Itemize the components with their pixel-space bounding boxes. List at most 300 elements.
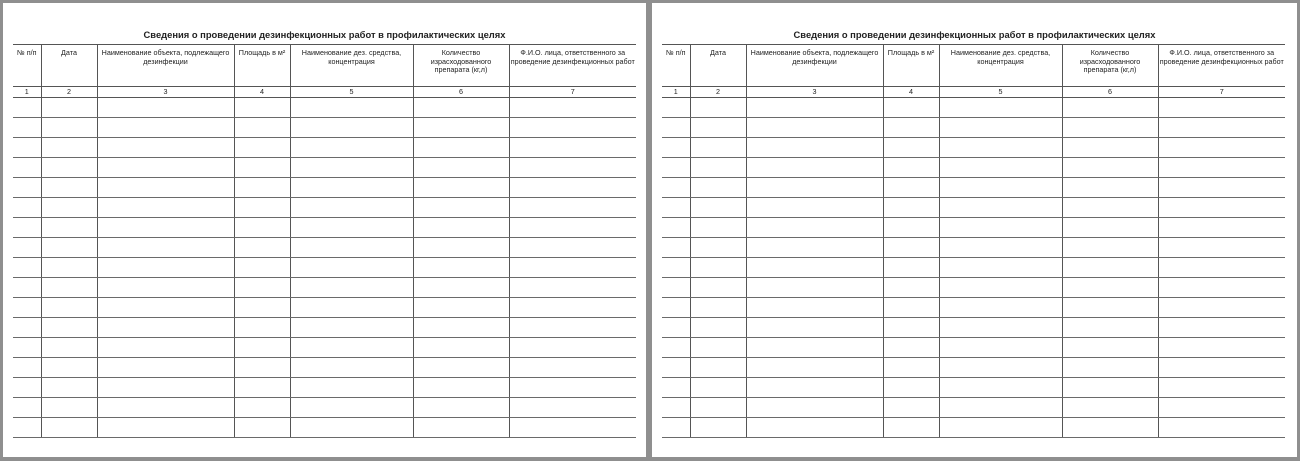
table-cell[interactable] <box>883 318 939 338</box>
table-cell[interactable] <box>883 398 939 418</box>
table-row <box>662 158 1285 178</box>
table-cell[interactable] <box>290 378 413 398</box>
table-cell[interactable] <box>662 258 690 278</box>
table-cell[interactable] <box>690 378 746 398</box>
table-row <box>13 338 636 358</box>
column-header: № п/п <box>13 45 41 87</box>
table-cell[interactable] <box>41 218 97 238</box>
table-cell[interactable] <box>290 198 413 218</box>
disinfection-table <box>13 44 636 438</box>
table-cell[interactable] <box>883 118 939 138</box>
table-cell[interactable] <box>41 318 97 338</box>
table-cell[interactable] <box>234 278 290 298</box>
table-cell[interactable] <box>1062 338 1158 358</box>
column-number: 4 <box>883 87 939 98</box>
table-cell[interactable] <box>1158 178 1285 198</box>
table-cell[interactable] <box>13 338 41 358</box>
table-cell[interactable] <box>13 278 41 298</box>
table-cell[interactable] <box>290 178 413 198</box>
table-cell[interactable] <box>1062 218 1158 238</box>
table-cell[interactable] <box>41 378 97 398</box>
column-header: № п/п <box>662 45 690 87</box>
table-cell[interactable] <box>1062 238 1158 258</box>
journal-page-left <box>3 3 646 457</box>
table-cell[interactable] <box>1062 378 1158 398</box>
table-cell[interactable] <box>97 298 234 318</box>
table-cell[interactable] <box>1062 398 1158 418</box>
table-cell[interactable] <box>939 118 1062 138</box>
table-cell[interactable] <box>1062 298 1158 318</box>
column-number: 5 <box>290 87 413 98</box>
table-row <box>13 358 636 378</box>
table-cell[interactable] <box>234 418 290 438</box>
table-cell[interactable] <box>97 98 234 118</box>
table-cell[interactable] <box>413 278 509 298</box>
table-cell[interactable] <box>13 298 41 318</box>
table-cell[interactable] <box>746 198 883 218</box>
table-cell[interactable] <box>1158 158 1285 178</box>
table-cell[interactable] <box>413 218 509 238</box>
table-cell[interactable] <box>413 258 509 278</box>
table-cell[interactable] <box>883 358 939 378</box>
table-cell[interactable] <box>509 218 636 238</box>
table-cell[interactable] <box>883 378 939 398</box>
table-cell[interactable] <box>413 318 509 338</box>
table-cell[interactable] <box>13 358 41 378</box>
table-cell[interactable] <box>1062 98 1158 118</box>
table-cell[interactable] <box>290 298 413 318</box>
table-cell[interactable] <box>662 398 690 418</box>
table-cell[interactable] <box>1062 258 1158 278</box>
table-cell[interactable] <box>509 178 636 198</box>
table-cell[interactable] <box>234 398 290 418</box>
table-cell[interactable] <box>690 418 746 438</box>
table-cell[interactable] <box>746 318 883 338</box>
table-row <box>662 98 1285 118</box>
table-cell[interactable] <box>1158 398 1285 418</box>
table-cell[interactable] <box>1158 118 1285 138</box>
table-cell[interactable] <box>939 238 1062 258</box>
table-cell[interactable] <box>509 358 636 378</box>
table-cell[interactable] <box>413 398 509 418</box>
column-number: 3 <box>746 87 883 98</box>
table-cell[interactable] <box>234 118 290 138</box>
column-number: 2 <box>690 87 746 98</box>
column-header: Наименование объекта, подлежащего дезинфекции <box>746 45 883 87</box>
table-cell[interactable] <box>662 298 690 318</box>
table-cell[interactable] <box>97 258 234 278</box>
table-cell[interactable] <box>690 238 746 258</box>
table-row <box>13 178 636 198</box>
table-cell[interactable] <box>883 418 939 438</box>
table-cell[interactable] <box>662 358 690 378</box>
table-cell[interactable] <box>13 318 41 338</box>
page-title: Сведения о проведении дезинфекционных работ в профилактических целях <box>793 29 1156 40</box>
table-cell[interactable] <box>41 98 97 118</box>
table-cell[interactable] <box>97 418 234 438</box>
header-row <box>13 45 636 87</box>
table-cell[interactable] <box>1062 278 1158 298</box>
table-cell[interactable] <box>1158 238 1285 258</box>
column-header: Ф.И.О. лица, ответственного за проведение дезинфекционных работ <box>509 45 636 87</box>
table-cell[interactable] <box>509 238 636 258</box>
table-cell[interactable] <box>41 338 97 358</box>
table-cell[interactable] <box>234 318 290 338</box>
table-cell[interactable] <box>690 278 746 298</box>
table-row <box>13 298 636 318</box>
table-row <box>662 118 1285 138</box>
table-cell[interactable] <box>413 358 509 378</box>
table-cell[interactable] <box>509 138 636 158</box>
table-cell[interactable] <box>746 378 883 398</box>
table-cell[interactable] <box>41 278 97 298</box>
table-cell[interactable] <box>939 298 1062 318</box>
table-cell[interactable] <box>234 218 290 238</box>
table-cell[interactable] <box>746 238 883 258</box>
table-cell[interactable] <box>662 338 690 358</box>
table-cell[interactable] <box>290 278 413 298</box>
table-cell[interactable] <box>1062 118 1158 138</box>
table-row <box>662 318 1285 338</box>
table-cell[interactable] <box>509 418 636 438</box>
table-cell[interactable] <box>413 418 509 438</box>
table-cell[interactable] <box>509 258 636 278</box>
table-cell[interactable] <box>97 118 234 138</box>
table-row <box>662 338 1285 358</box>
column-header: Наименование объекта, подлежащего дезинфекции <box>97 45 234 87</box>
table-cell[interactable] <box>746 178 883 198</box>
table-cell[interactable] <box>41 178 97 198</box>
table-cell[interactable] <box>939 398 1062 418</box>
table-row <box>662 398 1285 418</box>
table-cell[interactable] <box>413 178 509 198</box>
table-cell[interactable] <box>662 178 690 198</box>
table-cell[interactable] <box>690 98 746 118</box>
page-title: Сведения о проведении дезинфекционных работ в профилактических целях <box>143 29 506 40</box>
table-cell[interactable] <box>97 278 234 298</box>
column-number: 6 <box>413 87 509 98</box>
table-cell[interactable] <box>690 218 746 238</box>
table-cell[interactable] <box>1062 198 1158 218</box>
column-number: 2 <box>41 87 97 98</box>
table-cell[interactable] <box>746 418 883 438</box>
table-row <box>13 318 636 338</box>
table-cell[interactable] <box>413 298 509 318</box>
table-row <box>662 418 1285 438</box>
table-cell[interactable] <box>939 318 1062 338</box>
table-row <box>662 218 1285 238</box>
table-cell[interactable] <box>939 378 1062 398</box>
table-cell[interactable] <box>1158 138 1285 158</box>
table-cell[interactable] <box>1158 258 1285 278</box>
table-cell[interactable] <box>1062 178 1158 198</box>
table-cell[interactable] <box>1158 98 1285 118</box>
table-cell[interactable] <box>13 258 41 278</box>
table-body <box>662 98 1285 438</box>
column-header: Площадь в м² <box>234 45 290 87</box>
table-cell[interactable] <box>234 138 290 158</box>
table-cell[interactable] <box>939 98 1062 118</box>
table-cell[interactable] <box>290 398 413 418</box>
column-number: 7 <box>1158 87 1285 98</box>
table-cell[interactable] <box>290 418 413 438</box>
table-cell[interactable] <box>13 198 41 218</box>
table-cell[interactable] <box>413 98 509 118</box>
table-cell[interactable] <box>509 338 636 358</box>
table-cell[interactable] <box>690 318 746 338</box>
table-cell[interactable] <box>413 158 509 178</box>
table-cell[interactable] <box>746 138 883 158</box>
table-row <box>662 198 1285 218</box>
table-cell[interactable] <box>939 418 1062 438</box>
table-cell[interactable] <box>690 178 746 198</box>
table-cell[interactable] <box>97 158 234 178</box>
table-cell[interactable] <box>883 138 939 158</box>
table-cell[interactable] <box>746 398 883 418</box>
table-row <box>13 98 636 118</box>
table-cell[interactable] <box>41 138 97 158</box>
column-header: Площадь в м² <box>883 45 939 87</box>
table-cell[interactable] <box>41 418 97 438</box>
table-cell[interactable] <box>234 358 290 378</box>
table-cell[interactable] <box>413 198 509 218</box>
table-cell[interactable] <box>690 298 746 318</box>
table-cell[interactable] <box>509 298 636 318</box>
table-row <box>13 198 636 218</box>
table-cell[interactable] <box>13 238 41 258</box>
column-number-row <box>13 87 636 98</box>
table-cell[interactable] <box>290 118 413 138</box>
table-cell[interactable] <box>41 398 97 418</box>
table-cell[interactable] <box>662 158 690 178</box>
table-cell[interactable] <box>290 358 413 378</box>
column-header: Ф.И.О. лица, ответственного за проведение дезинфекционных работ <box>1158 45 1285 87</box>
table-cell[interactable] <box>97 178 234 198</box>
table-cell[interactable] <box>290 318 413 338</box>
table-cell[interactable] <box>13 118 41 138</box>
table-cell[interactable] <box>939 258 1062 278</box>
table-cell[interactable] <box>509 98 636 118</box>
table-cell[interactable] <box>690 398 746 418</box>
table-cell[interactable] <box>290 158 413 178</box>
table-cell[interactable] <box>690 158 746 178</box>
table-cell[interactable] <box>97 138 234 158</box>
table-row <box>662 258 1285 278</box>
table-cell[interactable] <box>746 338 883 358</box>
table-cell[interactable] <box>746 118 883 138</box>
table-cell[interactable] <box>883 218 939 238</box>
table-cell[interactable] <box>41 118 97 138</box>
table-cell[interactable] <box>883 158 939 178</box>
table-cell[interactable] <box>97 198 234 218</box>
disinfection-table <box>662 44 1285 438</box>
column-number: 4 <box>234 87 290 98</box>
table-row <box>13 398 636 418</box>
table-cell[interactable] <box>1158 218 1285 238</box>
table-cell[interactable] <box>939 358 1062 378</box>
table-cell[interactable] <box>1158 278 1285 298</box>
table-cell[interactable] <box>41 198 97 218</box>
table-cell[interactable] <box>1158 378 1285 398</box>
table-cell[interactable] <box>234 198 290 218</box>
table-cell[interactable] <box>509 118 636 138</box>
table-cell[interactable] <box>290 258 413 278</box>
column-number: 5 <box>939 87 1062 98</box>
table-cell[interactable] <box>1158 338 1285 358</box>
table-cell[interactable] <box>746 98 883 118</box>
table-row <box>662 278 1285 298</box>
table-cell[interactable] <box>413 138 509 158</box>
table-row <box>662 138 1285 158</box>
table-cell[interactable] <box>883 178 939 198</box>
table-cell[interactable] <box>13 98 41 118</box>
table-cell[interactable] <box>662 198 690 218</box>
table-row <box>662 378 1285 398</box>
table-cell[interactable] <box>746 278 883 298</box>
table-cell[interactable] <box>509 198 636 218</box>
table-cell[interactable] <box>509 378 636 398</box>
table-cell[interactable] <box>413 338 509 358</box>
table-cell[interactable] <box>413 238 509 258</box>
table-cell[interactable] <box>662 278 690 298</box>
table-cell[interactable] <box>662 98 690 118</box>
table-cell[interactable] <box>662 118 690 138</box>
table-cell[interactable] <box>97 398 234 418</box>
table-cell[interactable] <box>1062 138 1158 158</box>
table-cell[interactable] <box>13 178 41 198</box>
table-cell[interactable] <box>1062 418 1158 438</box>
table-cell[interactable] <box>883 258 939 278</box>
table-cell[interactable] <box>13 158 41 178</box>
table-cell[interactable] <box>97 358 234 378</box>
table-cell[interactable] <box>234 158 290 178</box>
column-number: 3 <box>97 87 234 98</box>
table-cell[interactable] <box>13 398 41 418</box>
table-row <box>662 298 1285 318</box>
table-cell[interactable] <box>939 218 1062 238</box>
table-cell[interactable] <box>1158 358 1285 378</box>
column-header: Количество израсходованного препарата (кг,л) <box>413 45 509 87</box>
table-cell[interactable] <box>690 198 746 218</box>
table-cell[interactable] <box>1062 318 1158 338</box>
table-row <box>13 418 636 438</box>
table-cell[interactable] <box>1062 158 1158 178</box>
table-cell[interactable] <box>690 138 746 158</box>
table-cell[interactable] <box>509 398 636 418</box>
table-cell[interactable] <box>41 258 97 278</box>
table-body <box>13 98 636 438</box>
table-cell[interactable] <box>662 238 690 258</box>
table-cell[interactable] <box>509 158 636 178</box>
column-header: Количество израсходованного препарата (кг,л) <box>1062 45 1158 87</box>
table-cell[interactable] <box>97 378 234 398</box>
table-cell[interactable] <box>290 338 413 358</box>
table-cell[interactable] <box>509 278 636 298</box>
table-cell[interactable] <box>746 158 883 178</box>
table-cell[interactable] <box>690 358 746 378</box>
table-cell[interactable] <box>13 218 41 238</box>
table-cell[interactable] <box>413 378 509 398</box>
table-cell[interactable] <box>234 98 290 118</box>
table-cell[interactable] <box>746 298 883 318</box>
table-cell[interactable] <box>290 218 413 238</box>
table-cell[interactable] <box>662 138 690 158</box>
table-row <box>13 118 636 138</box>
table-cell[interactable] <box>290 138 413 158</box>
table-cell[interactable] <box>97 218 234 238</box>
table-cell[interactable] <box>883 298 939 318</box>
table-cell[interactable] <box>939 138 1062 158</box>
table-cell[interactable] <box>97 338 234 358</box>
table-cell[interactable] <box>662 378 690 398</box>
table-cell[interactable] <box>97 318 234 338</box>
table-cell[interactable] <box>509 318 636 338</box>
table-cell[interactable] <box>41 238 97 258</box>
table-cell[interactable] <box>883 278 939 298</box>
table-cell[interactable] <box>662 218 690 238</box>
table-cell[interactable] <box>883 98 939 118</box>
table-cell[interactable] <box>883 338 939 358</box>
table-cell[interactable] <box>939 158 1062 178</box>
table-cell[interactable] <box>13 418 41 438</box>
table-cell[interactable] <box>939 338 1062 358</box>
table-cell[interactable] <box>13 378 41 398</box>
table-cell[interactable] <box>883 238 939 258</box>
table-cell[interactable] <box>413 118 509 138</box>
table-cell[interactable] <box>1158 298 1285 318</box>
column-number: 1 <box>13 87 41 98</box>
table-cell[interactable] <box>746 218 883 238</box>
table-cell[interactable] <box>690 118 746 138</box>
table-cell[interactable] <box>662 418 690 438</box>
table-cell[interactable] <box>234 178 290 198</box>
table-cell[interactable] <box>939 198 1062 218</box>
table-cell[interactable] <box>1158 198 1285 218</box>
column-number-row <box>662 87 1285 98</box>
table-cell[interactable] <box>1062 358 1158 378</box>
table-cell[interactable] <box>662 318 690 338</box>
table-cell[interactable] <box>41 298 97 318</box>
table-row <box>13 158 636 178</box>
table-cell[interactable] <box>234 238 290 258</box>
table-cell[interactable] <box>1158 318 1285 338</box>
table-cell[interactable] <box>234 378 290 398</box>
column-number: 7 <box>509 87 636 98</box>
table-cell[interactable] <box>746 358 883 378</box>
table-cell[interactable] <box>690 338 746 358</box>
journal-page-right <box>652 3 1297 457</box>
table-cell[interactable] <box>290 238 413 258</box>
table-row <box>13 218 636 238</box>
table-cell[interactable] <box>746 258 883 278</box>
table-cell[interactable] <box>234 338 290 358</box>
column-header: Дата <box>41 45 97 87</box>
table-cell[interactable] <box>41 358 97 378</box>
table-cell[interactable] <box>13 138 41 158</box>
table-cell[interactable] <box>234 258 290 278</box>
table-cell[interactable] <box>97 238 234 258</box>
table-cell[interactable] <box>883 198 939 218</box>
table-cell[interactable] <box>234 298 290 318</box>
table-cell[interactable] <box>690 258 746 278</box>
table-cell[interactable] <box>939 178 1062 198</box>
table-cell[interactable] <box>1158 418 1285 438</box>
table-cell[interactable] <box>939 278 1062 298</box>
table-cell[interactable] <box>290 98 413 118</box>
table-cell[interactable] <box>41 158 97 178</box>
table-row <box>662 358 1285 378</box>
column-number: 6 <box>1062 87 1158 98</box>
